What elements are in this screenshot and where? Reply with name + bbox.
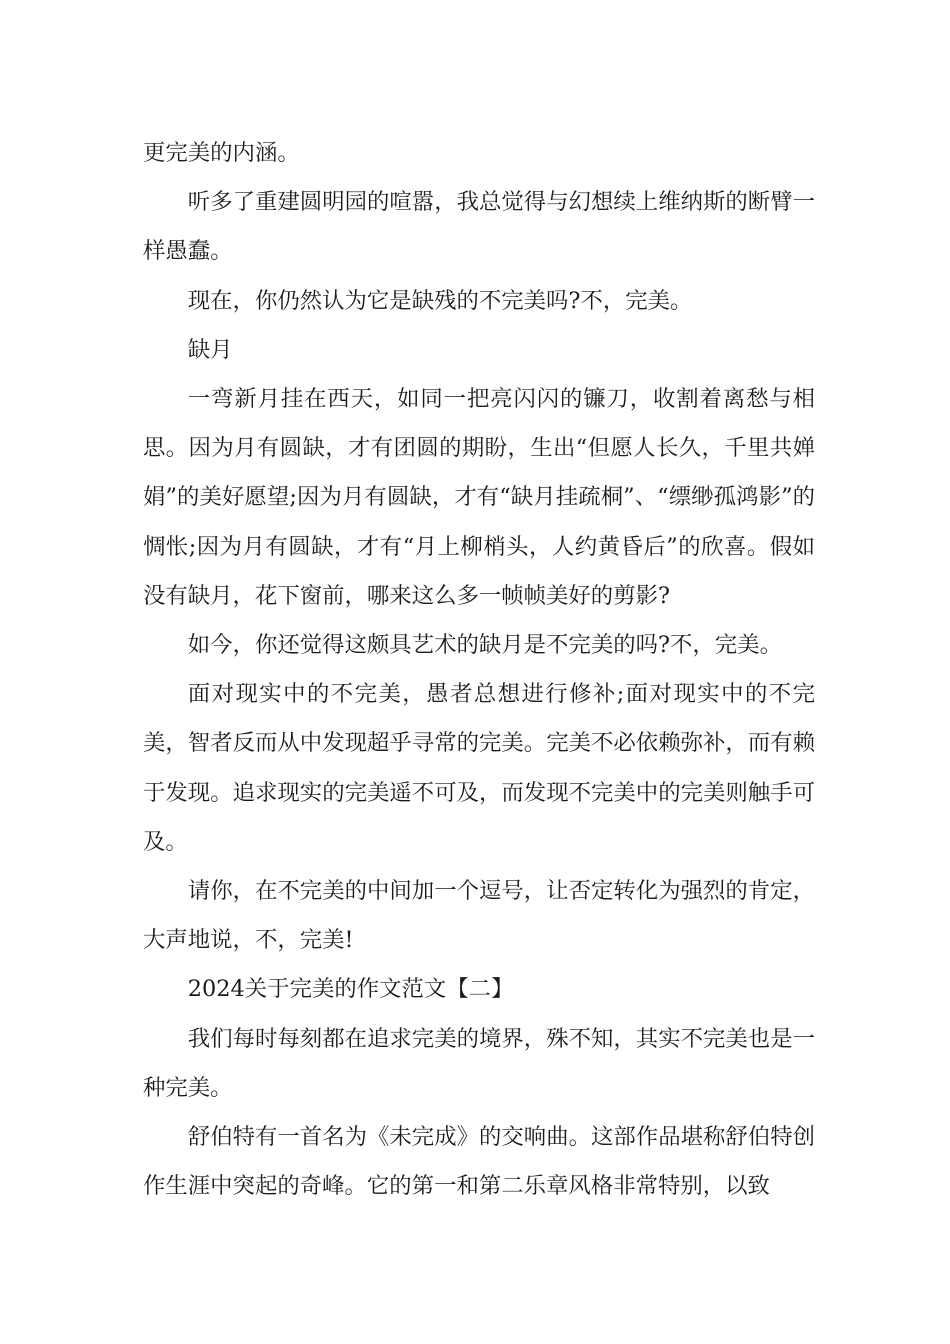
paragraph-3: 现在，你仍然认为它是缺残的不完美吗?不，完美。 [187,287,693,314]
paragraph-1: 更完美的内涵。 [143,140,300,166]
paragraph-6: 如今，你还觉得这颇具艺术的缺月是不完美的吗?不，完美。 [187,632,782,659]
section-heading-queyue: 缺月 [187,336,233,363]
document-body [143,129,815,1211]
paragraph-10: 我们每时每刻都在追求完美的境界，殊不知，其实不完美也是一种完美。 [143,1025,815,1101]
paragraph-11: 舒伯特有一首名为《未完成》的交响曲。这部作品堪称舒伯特创作生涯中突起的奇峰。它的第一和第二乐章风格非常特别，以致 [143,1124,815,1200]
paragraph-5: 一弯新月挂在西天，如同一把亮闪闪的镰刀，收割着离愁与相思。因为月有圆缺，才有团圆的期盼，生出“但愿人长久，千里共婵娟”的美好愿望;因为月有圆缺，才有“缺月挂疏桐”、“缥缈孤鸿影”的惆怅;因为月有圆缺，才有“月上柳梢头，人约黄昏后”的欣喜。假如没有缺月，花下窗前，哪来这么多一帧帧美好的剪影? [143,386,815,609]
paragraph-2: 听多了重建圆明园的喧嚣，我总觉得与幻想续上维纳斯的断臂一样愚蠢。 [143,189,815,265]
section-heading-essay-two: 2024关于完美的作文范文【二】 [187,976,514,1003]
paragraph-8: 请你，在不完美的中间加一个逗号，让否定转化为强烈的肯定，大声地说，不，完美! [143,878,815,954]
paragraph-7: 面对现实中的不完美，愚者总想进行修补;面对现实中的不完美，智者反而从中发现超乎寻常的完美。完美不必依赖弥补，而有赖于发现。追求现实的完美遥不可及，而发现不完美中的完美则触手可及。 [143,681,815,855]
